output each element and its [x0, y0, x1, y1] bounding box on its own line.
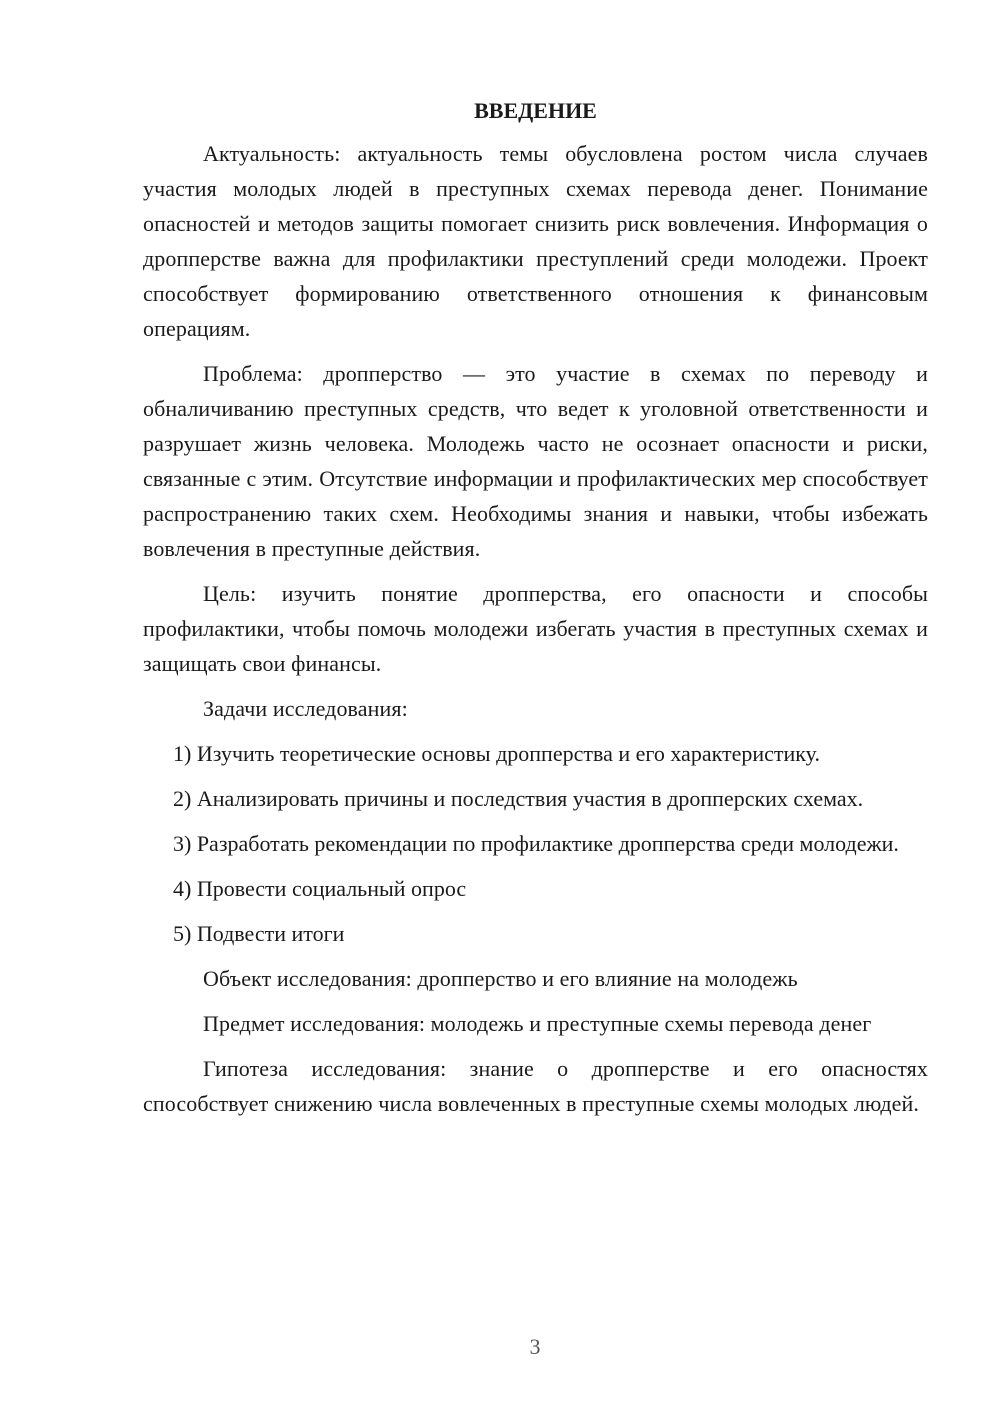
paragraph-problem: Проблема: дропперство — это участие в схемах по переводу и обналичиванию преступных средств, что ведет к уголовной ответственности и разрушает жизнь человека. Молодежь часто не осознает опасности и риски, связанные с этим. Отсутствие информации и профилактических мер способствует распространению таких схем. Необходимы знания и навыки, чтобы избежать вовлечения в преступные действия.	[143, 361, 928, 561]
task-item-2: 2) Анализировать причины и последствия участия в дропперских схемах.	[173, 786, 864, 811]
paragraph-goal: Цель: изучить понятие дропперства, его опасности и способы профилактики, чтобы помочь молодежи избегать участия в преступных схемах и защищать свои финансы.	[143, 581, 928, 676]
task-item-4: 4) Провести социальный опрос	[173, 876, 467, 901]
paragraph-relevance: Актуальность: актуальность темы обусловлена ростом числа случаев участия молодых людей в преступных схемах перевода денег. Понимание опасностей и методов защиты помогает снизить риск вовлечения. Информация о дропперстве важна для профилактики преступлений среди молодежи. Проект способствует формированию ответственного отношения к финансовым операциям.	[143, 141, 928, 341]
paragraph-hypothesis: Гипотеза исследования: знание о дропперстве и его опасностях способствует снижению числа вовлеченных в преступные схемы молодых людей.	[143, 1056, 928, 1116]
tasks-title: Задачи исследования:	[203, 696, 408, 721]
task-item-3: 3) Разработать рекомендации по профилактике дропперства среди молодежи.	[173, 831, 899, 856]
paragraph-object: Объект исследования: дропперство и его влияние на молодежь	[203, 966, 798, 991]
task-item-5: 5) Подвести итоги	[173, 921, 345, 946]
page-number: 3	[529, 1334, 541, 1359]
task-item-1: 1) Изучить теоретические основы дропперства и его характеристику.	[173, 741, 820, 766]
paragraph-subject: Предмет исследования: молодежь и преступные схемы перевода денег	[203, 1011, 872, 1036]
page-title: ВВЕДЕНИЕ	[474, 98, 597, 123]
document-page	[143, 96, 928, 1131]
